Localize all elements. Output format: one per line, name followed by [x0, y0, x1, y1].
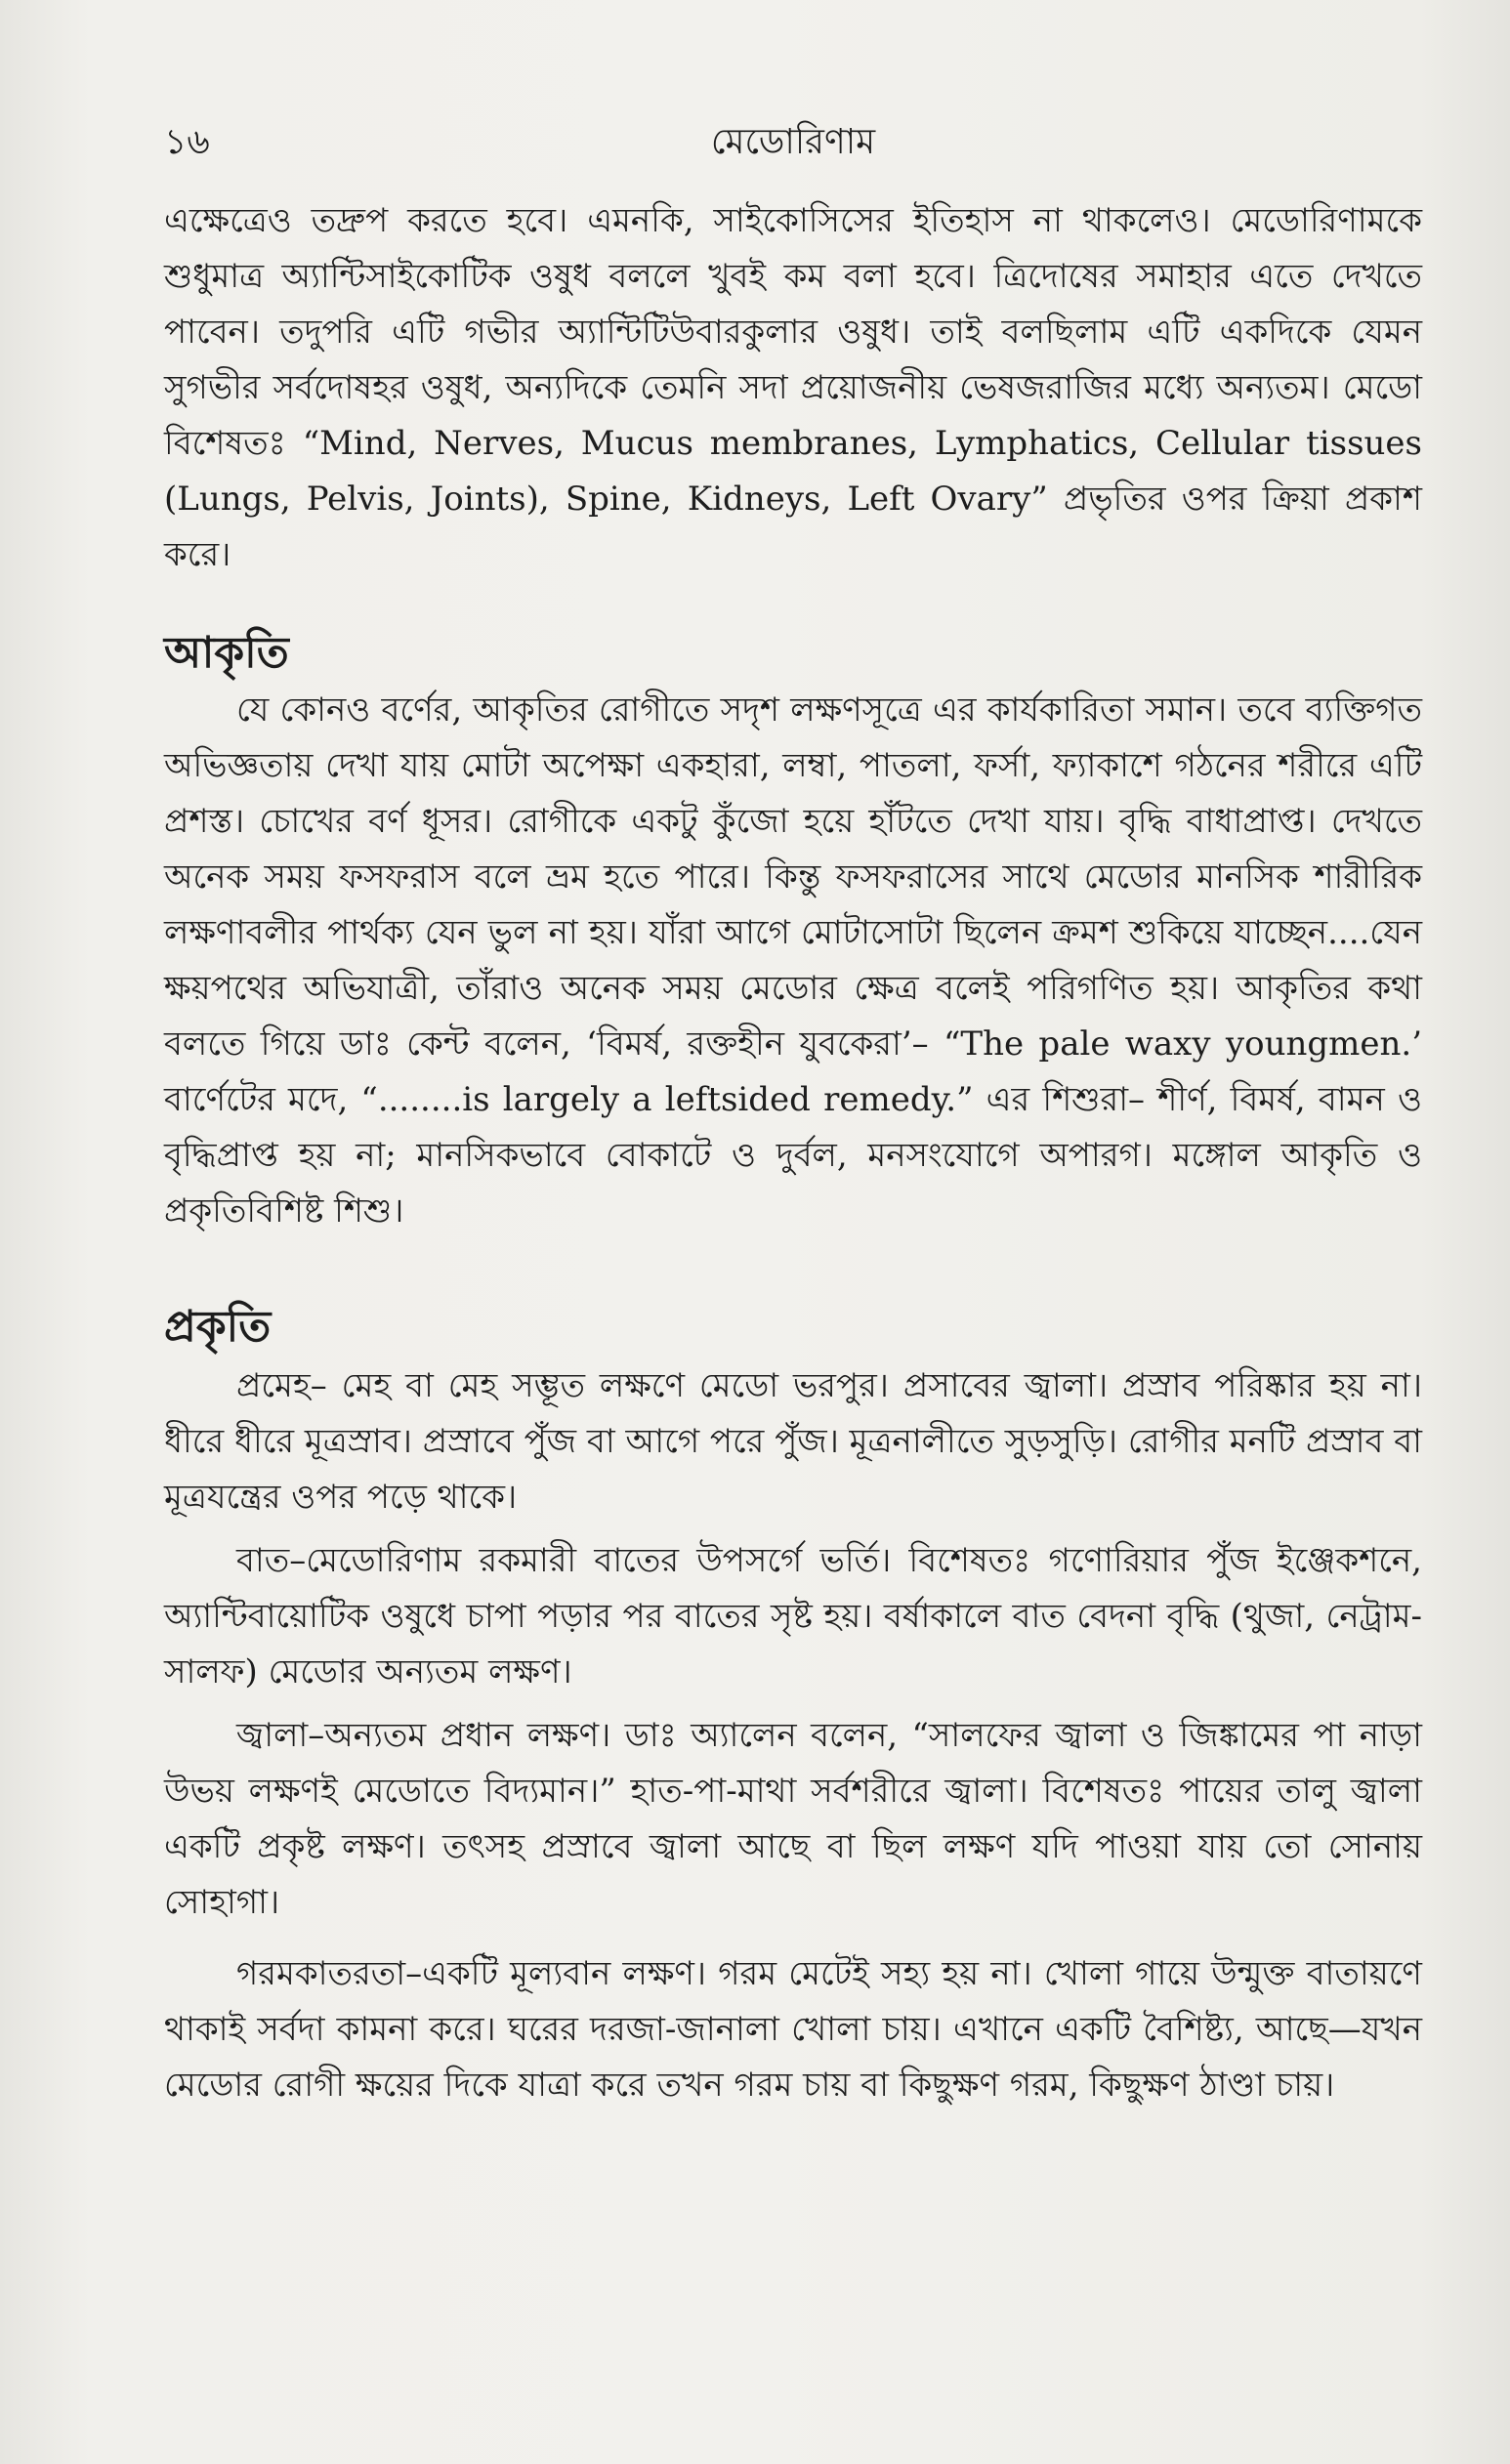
page-number: ১৬: [164, 122, 210, 162]
item-text: একটি মূল্যবান লক্ষণ। গরম মেটেই সহ্য হয় না। খোলা গায়ে উন্মুক্ত বাতায়ণে থাকাই সর্বদা কামনা করে। ঘরের দরজা-জানালা খোলা চায়। এখানে একটি বৈশিষ্ট্য, আছে—যখন মেডোর রোগী ক্ষয়ের দিকে যাত্রা করে তখন গরম চায় বা কিছুক্ষণ গরম, কিছুক্ষণ ঠাণ্ডা চায়।: [164, 1954, 1422, 2105]
page-header: [164, 115, 1422, 174]
item-text: মেহ বা মেহ সম্ভূত লক্ষণে মেডো ভরপুর। প্রসাবের জ্বালা। প্রস্রাব পরিষ্কার হয় না। ধীরে ধীরে মূত্রস্রাব। প্রস্রাবে পুঁজ বা আগে পরে পুঁজ। মূত্রনালীতে সুড়সুড়ি। রোগীর মনটি প্রস্রাব বা মূত্রযন্ত্রের ওপর পড়ে থাকে।: [164, 1366, 1422, 1517]
page-body: [164, 193, 1422, 2113]
intro-paragraph: এক্ষেত্রেও তদ্রুপ করতে হবে। এমনকি, সাইকোসিসের ইতিহাস না থাকলেও। মেডোরিণামকে শুধুমাত্র অ্যান্টিসাইকোটিক ওষুধ বললে খুবই কম বলা হবে। ত্রিদোষের সমাহার এতে দেখতে পাবেন। তদুপরি এটি গভীর অ্যান্টিটিউবারকুলার ওষুধ। তাই বলছিলাম এটি একদিকে যেমন সুগভীর সর্বদোষহর ওষুধ, অন্যদিকে তেমনি সদা প্রয়োজনীয় ভেষজরাজির মধ্যে অন্যতম। মেডো বিশেষতঃ “Mind, Nerves, Mucus membranes, Lymphatics, Cellular tissues (Lungs, Pelvis, Joints), Spine, Kidneys, Left Ovary” প্রভৃতির ওপর ক্রিয়া প্রকাশ করে।: [164, 201, 1422, 574]
item-text: অন্যতম প্রধান লক্ষণ। ডাঃ অ্যালেন বলেন, “সালফের জ্বালা ও জিঙ্কামের পা নাড়া উভয় লক্ষণই মেডোতে বিদ্যমান।” হাত-পা-মাথা সর্বশরীরে জ্বালা। বিশেষতঃ পায়ের তালু জ্বালা একটি প্রকৃষ্ট লক্ষণ। তৎসহ প্রস্রাবে জ্বালা আছে বা ছিল লক্ষণ যদি পাওয়া যায় তো সোনায় সোহাগা।: [164, 1716, 1422, 1922]
item-term: জ্বালা–: [236, 1716, 325, 1755]
prakriti-item-jwala: [164, 1708, 1422, 1931]
item-term: গরমকাতরতা–: [236, 1954, 423, 1993]
item-term: বাত–: [236, 1541, 307, 1580]
item-term: প্রমেহ–: [236, 1366, 327, 1405]
prakriti-item-baat: [164, 1533, 1422, 1700]
prakriti-item-garamkatarata: [164, 1946, 1422, 2113]
item-text: মেডোরিণাম রকমারী বাতের উপসর্গে ভর্তি। বিশেষতঃ গণোরিয়ার পুঁজ ইঞ্জেকশনে, অ্যান্টিবায়োটিক ওষুধে চাপা পড়ার পর বাতের সৃষ্ট হয়। বর্ষাকালে বাত বেদনা বৃদ্ধি (থুজা, নেট্রাম-সালফ) মেডোর অন্যতম লক্ষণ।: [164, 1541, 1422, 1691]
running-title: মেডোরিণাম: [710, 122, 876, 162]
akriti-paragraph: যে কোনও বর্ণের, আকৃতির রোগীতে সদৃশ লক্ষণসূত্রে এর কার্যকারিতা সমান। তবে ব্যক্তিগত অভিজ্ঞতায় দেখা যায় মোটা অপেক্ষা একহারা, লম্বা, পাতলা, ফর্সা, ফ্যাকাশে গঠনের শরীরে এটি প্রশস্ত। চোখের বর্ণ ধূসর। রোগীকে একটু কুঁজো হয়ে হাঁটতে দেখা যায়। বৃদ্ধি বাধাপ্রাপ্ত। দেখতে অনেক সময় ফসফরাস বলে ভ্রম হতে পারে। কিন্তু ফসফরাসের সাথে মেডোর মানসিক শারীরিক লক্ষণাবলীর পার্থক্য যেন ভুল না হয়। যাঁরা আগে মোটাসোটা ছিলেন ক্রমশ শুকিয়ে যাচ্ছেন....যেন ক্ষয়পথের অভিযাত্রী, তাঁরাও অনেক সময় মেডোর ক্ষেত্র বলেই পরিগণিত হয়। আকৃতির কথা বলতে গিয়ে ডাঃ কেন্ট বলেন, ‘বিমর্ষ, রক্তহীন যুবকেরা’– “The pale waxy youngmen.’ বার্ণেটের মদে, “........is largely a leftsided remedy.” এর শিশুরা– শীর্ণ, বিমর্ষ, বামন ও বৃদ্ধিপ্রাপ্ত হয় না; মানসিকভাবে বোকাটে ও দুর্বল, মনসংযোগে অপারগ। মঙ্গোল আকৃতি ও প্রকৃতিবিশিষ্ট শিশু।: [164, 690, 1422, 1231]
section-heading-prakriti: প্রকৃতি: [164, 1302, 272, 1352]
prakriti-item-promeho: [164, 1358, 1422, 1525]
section-heading-akriti: আকৃতি: [164, 628, 289, 678]
